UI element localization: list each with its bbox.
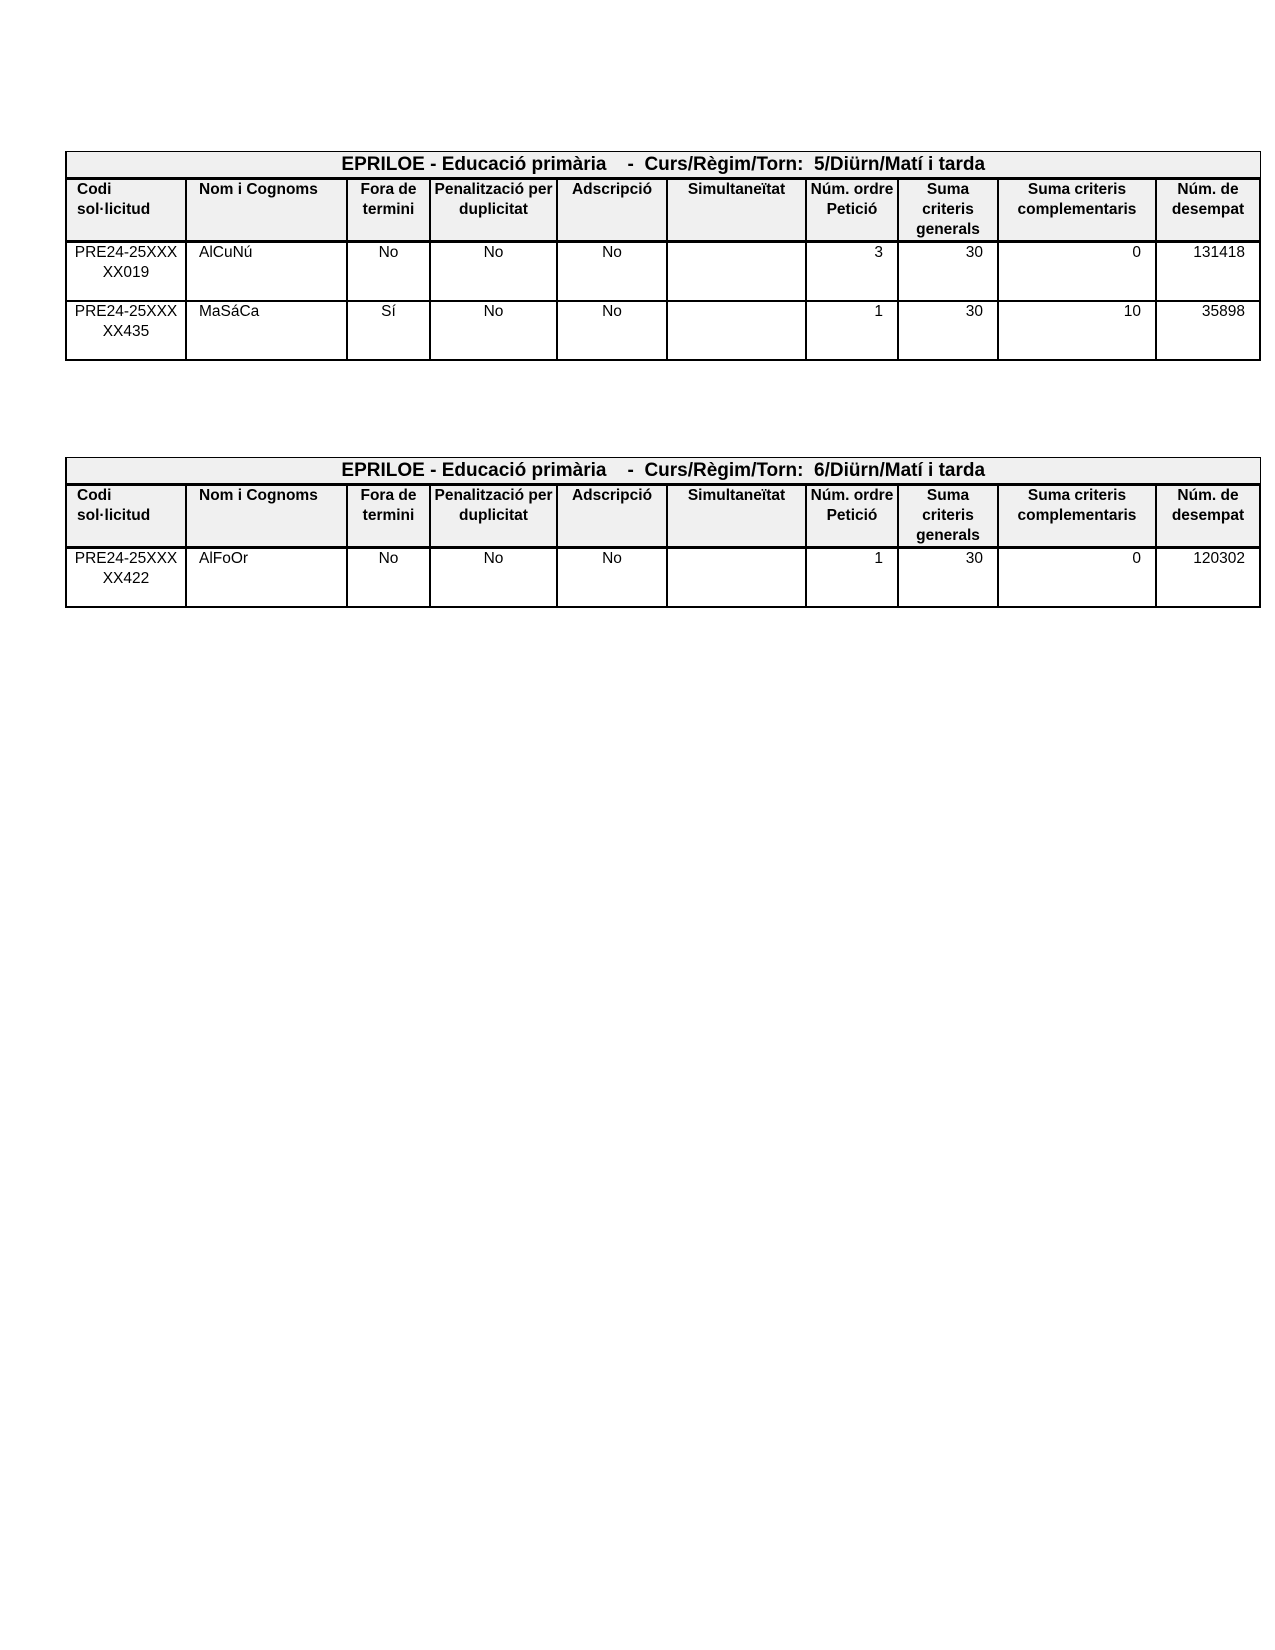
table-section-curs-6 (65, 457, 1259, 608)
header-row (66, 485, 1260, 548)
column-header-num-ordre: Núm. ordre Petició (806, 179, 898, 242)
cell-codi: PRE24-25XXXXX435 (66, 301, 186, 360)
cell-codi: PRE24-25XXXXX019 (66, 242, 186, 301)
column-header-desempat: Núm. de desempat (1156, 179, 1260, 242)
cell-desempat: 35898 (1156, 301, 1260, 360)
cell-nom: AlCuNú (186, 242, 347, 301)
cell-suma-generals: 30 (898, 242, 998, 301)
cell-nom: MaSáCa (186, 301, 347, 360)
admissions-table (65, 151, 1261, 361)
cell-fora-termini: No (347, 548, 430, 607)
cell-num-ordre: 1 (806, 301, 898, 360)
column-header-nom: Nom i Cognoms (186, 485, 347, 548)
column-header-codi: Codi sol·licitud (66, 485, 186, 548)
column-header-num-ordre: Núm. ordre Petició (806, 485, 898, 548)
header-row (66, 179, 1260, 242)
cell-suma-generals: 30 (898, 301, 998, 360)
table-row (66, 548, 1260, 607)
column-header-codi: Codi sol·licitud (66, 179, 186, 242)
table-title: EPRILOE - Educació primària - Curs/Règim/Torn: 6/Diürn/Matí i tarda (66, 458, 1260, 485)
cell-simultaneitat (667, 301, 806, 360)
column-header-suma-generals: Suma criteris generals (898, 485, 998, 548)
column-header-simultaneitat: Simultaneïtat (667, 485, 806, 548)
table-title: EPRILOE - Educació primària - Curs/Règim/Torn: 5/Diürn/Matí i tarda (66, 152, 1260, 179)
column-header-nom: Nom i Cognoms (186, 179, 347, 242)
cell-codi: PRE24-25XXXXX422 (66, 548, 186, 607)
cell-adscripcio: No (557, 242, 667, 301)
cell-adscripcio: No (557, 548, 667, 607)
table-row (66, 301, 1260, 360)
column-header-suma-complementaris: Suma criteris complementaris (998, 179, 1156, 242)
cell-suma-complementaris: 10 (998, 301, 1156, 360)
cell-desempat: 120302 (1156, 548, 1260, 607)
column-header-penalitzacio: Penalització per duplicitat (430, 485, 557, 548)
cell-suma-complementaris: 0 (998, 242, 1156, 301)
column-header-adscripcio: Adscripció (557, 485, 667, 548)
cell-num-ordre: 1 (806, 548, 898, 607)
cell-penalitzacio: No (430, 548, 557, 607)
cell-simultaneitat (667, 242, 806, 301)
table-row (66, 242, 1260, 301)
cell-nom: AlFoOr (186, 548, 347, 607)
cell-suma-generals: 30 (898, 548, 998, 607)
column-header-fora-termini: Fora de termini (347, 179, 430, 242)
admissions-table (65, 457, 1261, 608)
column-header-fora-termini: Fora de termini (347, 485, 430, 548)
cell-adscripcio: No (557, 301, 667, 360)
cell-penalitzacio: No (430, 301, 557, 360)
column-header-penalitzacio: Penalització per duplicitat (430, 179, 557, 242)
cell-suma-complementaris: 0 (998, 548, 1156, 607)
cell-simultaneitat (667, 548, 806, 607)
column-header-simultaneitat: Simultaneïtat (667, 179, 806, 242)
cell-desempat: 131418 (1156, 242, 1260, 301)
table-section-curs-5 (65, 151, 1259, 361)
column-header-desempat: Núm. de desempat (1156, 485, 1260, 548)
column-header-adscripcio: Adscripció (557, 179, 667, 242)
cell-fora-termini: No (347, 242, 430, 301)
cell-penalitzacio: No (430, 242, 557, 301)
cell-num-ordre: 3 (806, 242, 898, 301)
column-header-suma-generals: Suma criteris generals (898, 179, 998, 242)
column-header-suma-complementaris: Suma criteris complementaris (998, 485, 1156, 548)
cell-fora-termini: Sí (347, 301, 430, 360)
